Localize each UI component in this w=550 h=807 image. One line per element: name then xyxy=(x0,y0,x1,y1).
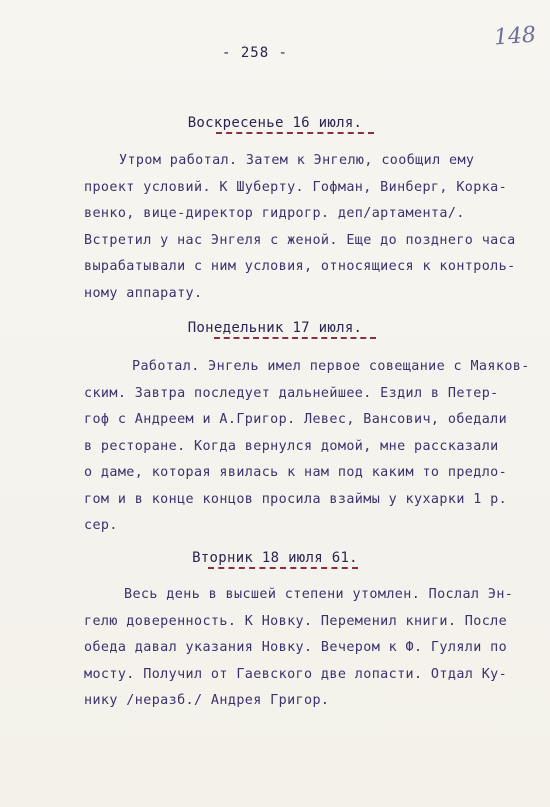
entry-heading-sunday xyxy=(0,115,550,134)
entry-heading-text: Вторник 18 июля 61. xyxy=(192,550,358,566)
heading-underline xyxy=(214,337,376,339)
text-line: гом и в конце концов просила взаймы у кухарки 1 р. xyxy=(84,491,508,507)
text-line: нику /неразб./ Андрея Григор. xyxy=(84,693,330,708)
entry-heading-text: Воскресенье 16 июля. xyxy=(187,115,363,131)
entry-text-sunday xyxy=(84,148,526,307)
heading-underline xyxy=(208,567,358,569)
entry-heading-text: Понедельник 17 июля. xyxy=(187,320,363,336)
text-line: ному аппарату. xyxy=(84,285,203,301)
text-line: Работал. Энгель имел первое совещание с Маяков- xyxy=(132,359,530,374)
entry-heading-monday xyxy=(0,320,550,339)
text-line: сер. xyxy=(84,518,118,533)
text-line: обеда давал указания Новку. Вечером к Ф. Гуляли по xyxy=(84,640,508,655)
text-line: гелю доверенность. К Новку. Переменил книги. После xyxy=(84,613,508,629)
entry-text-monday xyxy=(84,354,530,540)
heading-underline xyxy=(216,132,374,134)
text-line: о даме, которая явилась к нам под каким то предло- xyxy=(84,465,508,480)
entry-text-tuesday xyxy=(84,582,526,715)
text-line: венко, вице-директор гидрогр. деп/артамента/. xyxy=(84,206,465,221)
text-line: проект условий. К Шуберту. Гофман, Винберг, Корка- xyxy=(84,179,508,195)
entry-heading-tuesday xyxy=(0,550,550,569)
page-number: - 258 - xyxy=(221,45,288,61)
archive-number: 148 xyxy=(493,22,537,51)
text-line: вырабатывали с ним условия, относящиеся к контроль- xyxy=(84,259,516,274)
text-line: ским. Завтра последует дальнейшее. Ездил в Петер- xyxy=(84,385,499,401)
text-line: гоф с Андреем и А.Григор. Левес, Вансович, обедали xyxy=(84,412,508,427)
text-line: Утром работал. Затем к Энгелю, сообщил ему xyxy=(119,153,475,168)
text-line: Весь день в высшей степени утомлен. Послал Эн- xyxy=(124,587,514,602)
text-line: Встретил у нас Энгеля с женой. Еще до позднего часа xyxy=(84,232,516,248)
text-line: мосту. Получил от Гаевского две лопасти. Отдал Ку- xyxy=(84,666,508,682)
text-line: в ресторане. Когда вернулся домой, мне рассказали xyxy=(84,438,499,454)
